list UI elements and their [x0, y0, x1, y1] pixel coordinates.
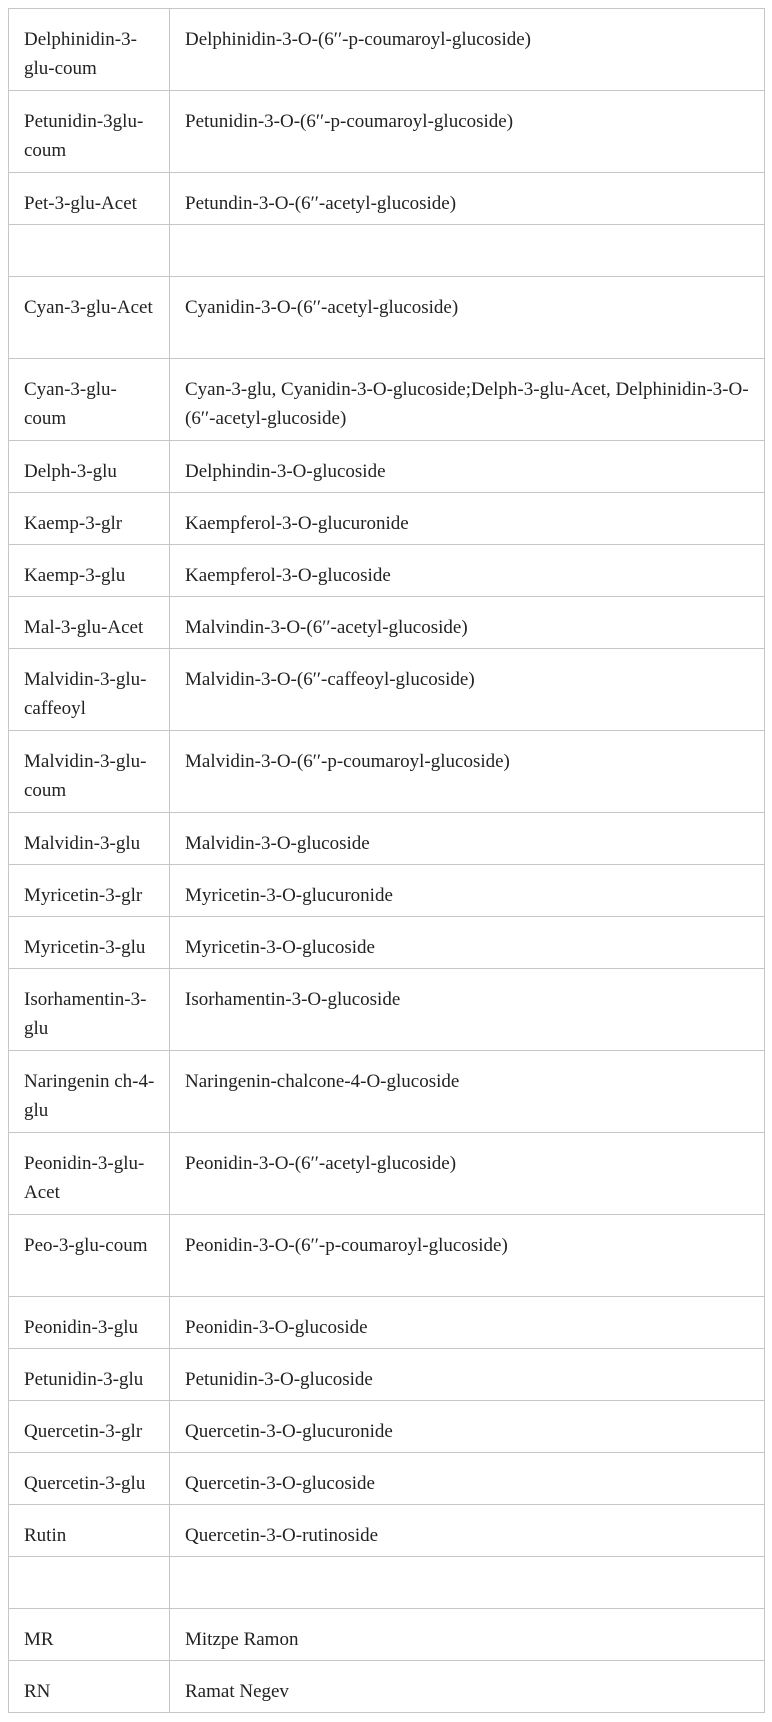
- table-row: [9, 1661, 765, 1713]
- full-name-cell: Delphinidin-3-O-(6′′-p-coumaroyl-glucoside): [170, 9, 765, 91]
- abbreviation-cell: Peonidin-3-glu-Acet: [9, 1133, 170, 1215]
- table-row: [9, 917, 765, 969]
- table-row: [9, 969, 765, 1051]
- table-row: [9, 91, 765, 173]
- abbreviation-cell: Rutin: [9, 1505, 170, 1557]
- abbreviation-cell: Peonidin-3-glu: [9, 1297, 170, 1349]
- full-name-cell: Quercetin-3-O-glucuronide: [170, 1401, 765, 1453]
- full-name-cell: Petunidin-3-O-(6′′-p-coumaroyl-glucoside): [170, 91, 765, 173]
- abbreviation-cell: [9, 1557, 170, 1609]
- table-row: [9, 1401, 765, 1453]
- full-name-cell: Ramat Negev: [170, 1661, 765, 1713]
- abbreviation-cell: Pet-3-glu-Acet: [9, 173, 170, 225]
- full-name-cell: Quercetin-3-O-glucoside: [170, 1453, 765, 1505]
- abbreviation-cell: Peo-3-glu-coum: [9, 1215, 170, 1297]
- abbreviation-cell: Quercetin-3-glu: [9, 1453, 170, 1505]
- table-row: [9, 173, 765, 225]
- table-row: [9, 1051, 765, 1133]
- abbreviation-cell: Myricetin-3-glu: [9, 917, 170, 969]
- abbreviation-cell: Malvidin-3-glu-coum: [9, 731, 170, 813]
- abbreviation-cell: Delph-3-glu: [9, 441, 170, 493]
- table-row: [9, 441, 765, 493]
- full-name-cell: Malvidin-3-O-(6′′-p-coumaroyl-glucoside): [170, 731, 765, 813]
- full-name-cell: Cyan-3-glu, Cyanidin-3-O-glucoside;Delph-3-glu-Acet, Delphinidin-3-O-(6′′-acetyl-glucoside): [170, 359, 765, 441]
- table-row: [9, 1505, 765, 1557]
- abbreviation-cell: Myricetin-3-glr: [9, 865, 170, 917]
- table-row: [9, 813, 765, 865]
- abbreviation-cell: Petunidin-3glu-coum: [9, 91, 170, 173]
- abbreviation-cell: Petunidin-3-glu: [9, 1349, 170, 1401]
- full-name-cell: Naringenin-chalcone-4-O-glucoside: [170, 1051, 765, 1133]
- full-name-cell: Quercetin-3-O-rutinoside: [170, 1505, 765, 1557]
- table-row: [9, 1453, 765, 1505]
- full-name-cell: Peonidin-3-O-(6′′-acetyl-glucoside): [170, 1133, 765, 1215]
- table-row: [9, 597, 765, 649]
- full-name-cell: Petundin-3-O-(6′′-acetyl-glucoside): [170, 173, 765, 225]
- abbreviation-cell: Kaemp-3-glr: [9, 493, 170, 545]
- abbreviation-cell: Mal-3-glu-Acet: [9, 597, 170, 649]
- table-row: [9, 359, 765, 441]
- full-name-cell: Peonidin-3-O-(6′′-p-coumaroyl-glucoside): [170, 1215, 765, 1297]
- full-name-cell: Mitzpe Ramon: [170, 1609, 765, 1661]
- table-row: [9, 277, 765, 359]
- abbreviation-table: [8, 8, 765, 1713]
- abbreviation-cell: Malvidin-3-glu: [9, 813, 170, 865]
- table-row: [9, 649, 765, 731]
- full-name-cell: [170, 225, 765, 277]
- abbreviation-cell: Kaemp-3-glu: [9, 545, 170, 597]
- abbreviation-cell: Malvidin-3-glu-caffeoyl: [9, 649, 170, 731]
- abbreviation-cell: Isorhamentin-3-glu: [9, 969, 170, 1051]
- table-row: [9, 493, 765, 545]
- full-name-cell: Myricetin-3-O-glucuronide: [170, 865, 765, 917]
- table-row: [9, 865, 765, 917]
- full-name-cell: Malvindin-3-O-(6′′-acetyl-glucoside): [170, 597, 765, 649]
- table-row: [9, 1215, 765, 1297]
- full-name-cell: Peonidin-3-O-glucoside: [170, 1297, 765, 1349]
- full-name-cell: [170, 1557, 765, 1609]
- full-name-cell: Myricetin-3-O-glucoside: [170, 917, 765, 969]
- full-name-cell: Malvidin-3-O-glucoside: [170, 813, 765, 865]
- full-name-cell: Delphindin-3-O-glucoside: [170, 441, 765, 493]
- full-name-cell: Kaempferol-3-O-glucuronide: [170, 493, 765, 545]
- abbreviation-cell: MR: [9, 1609, 170, 1661]
- table-row-blank: [9, 225, 765, 277]
- table-row: [9, 1609, 765, 1661]
- table-row: [9, 1297, 765, 1349]
- table-row: [9, 545, 765, 597]
- abbreviation-cell: [9, 225, 170, 277]
- abbreviation-cell: Naringenin ch-4-glu: [9, 1051, 170, 1133]
- table-row: [9, 9, 765, 91]
- abbreviation-cell: Cyan-3-glu-coum: [9, 359, 170, 441]
- full-name-cell: Kaempferol-3-O-glucoside: [170, 545, 765, 597]
- abbreviation-cell: Cyan-3-glu-Acet: [9, 277, 170, 359]
- table-row: [9, 731, 765, 813]
- abbreviation-cell: RN: [9, 1661, 170, 1713]
- full-name-cell: Cyanidin-3-O-(6′′-acetyl-glucoside): [170, 277, 765, 359]
- abbreviation-cell: Quercetin-3-glr: [9, 1401, 170, 1453]
- table-row-blank: [9, 1557, 765, 1609]
- full-name-cell: Malvidin-3-O-(6′′-caffeoyl-glucoside): [170, 649, 765, 731]
- table-row: [9, 1133, 765, 1215]
- full-name-cell: Isorhamentin-3-O-glucoside: [170, 969, 765, 1051]
- table-row: [9, 1349, 765, 1401]
- full-name-cell: Petunidin-3-O-glucoside: [170, 1349, 765, 1401]
- abbreviation-cell: Delphinidin-3-glu-coum: [9, 9, 170, 91]
- table-body: [9, 9, 765, 1713]
